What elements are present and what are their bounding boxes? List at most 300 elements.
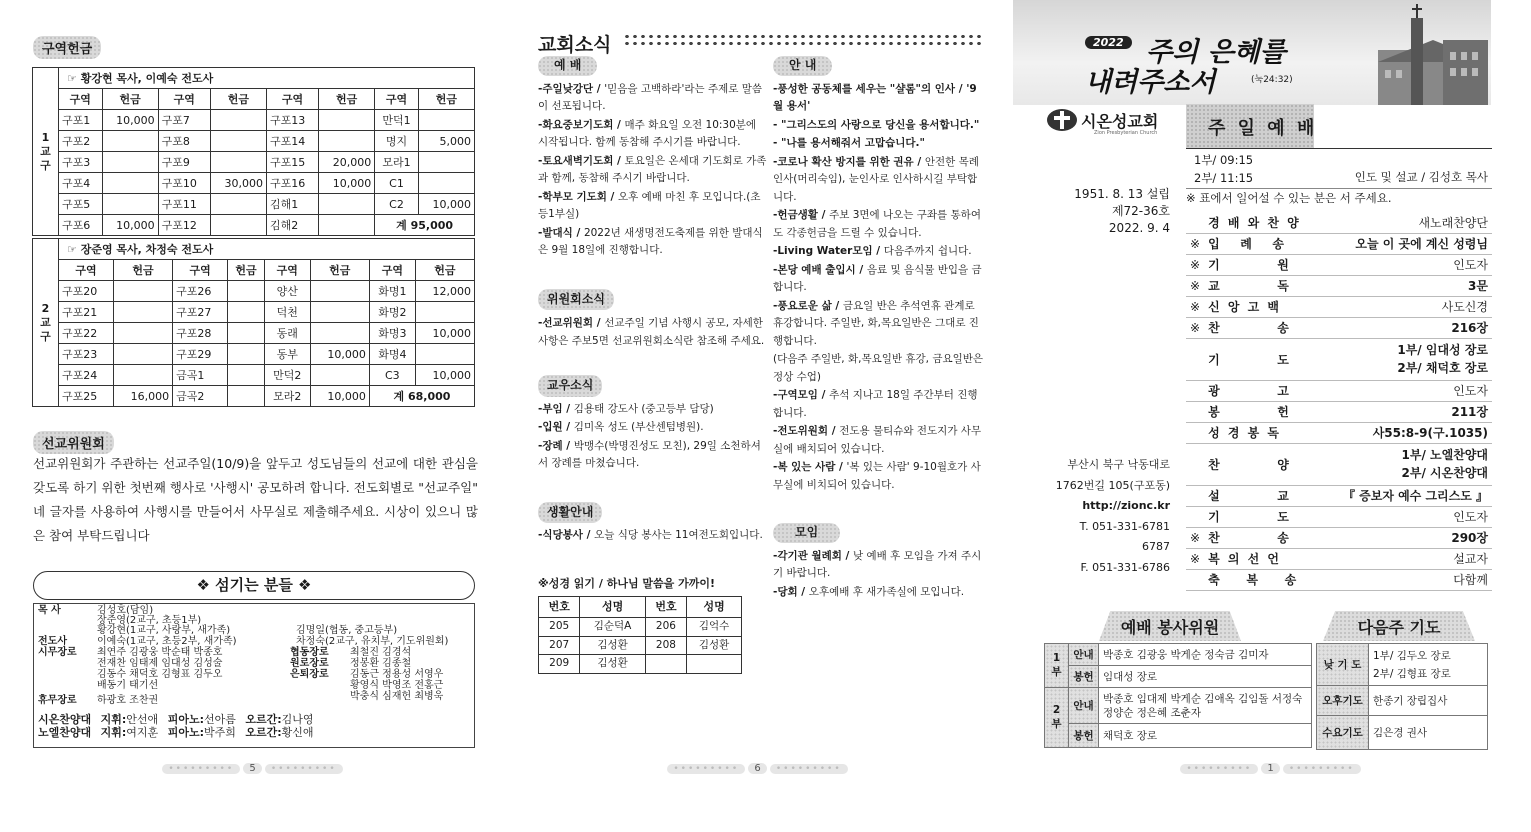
mission-title: 선교위원회 xyxy=(33,431,114,454)
worship-title: 예 배 xyxy=(538,56,597,76)
reading-cell: 207 xyxy=(539,636,580,655)
servant-role: 협동장로 xyxy=(290,647,329,658)
service-leader: 인도 및 설교 / 김성호 목사 xyxy=(1354,170,1488,184)
news-item-head: -코로나 확산 방지를 위한 권유 / xyxy=(773,155,925,168)
founded: 1951. 8. 13 설립 xyxy=(1074,187,1170,201)
district-cell: C2 xyxy=(375,194,419,215)
amount-cell: 10,000 xyxy=(415,323,474,344)
prayer-value: 한종기 장립집사 xyxy=(1369,686,1488,716)
amount-cell xyxy=(319,131,375,152)
column-header: 구역 xyxy=(173,260,228,281)
group-side-label xyxy=(33,68,59,236)
district-cell: 모라1 xyxy=(375,152,419,173)
reading-cell: 김억수 xyxy=(687,618,742,637)
column-header: 헌금 xyxy=(113,260,172,281)
verse-ref: (눅24:32) xyxy=(1251,75,1293,85)
district-cell: 화명4 xyxy=(369,344,415,365)
offer-label: 봉헌 xyxy=(1069,666,1099,688)
stand-mark xyxy=(1186,485,1204,506)
servant-names: 이예숙(1교구, 초등2부, 새가족) xyxy=(97,636,237,647)
district-cell: 구포10 xyxy=(158,173,210,194)
prayer-value: 김은경 권사 xyxy=(1369,716,1488,750)
order-label: 찬 송 xyxy=(1208,531,1291,545)
amount-cell: 20,000 xyxy=(319,152,375,173)
column-header: 헌금 xyxy=(310,260,369,281)
column-header: 구역 xyxy=(158,89,210,110)
amount-cell: 10,000 xyxy=(418,194,474,215)
table-row xyxy=(33,152,475,173)
news-item-text: 다음주까지 쉽니다. xyxy=(883,245,972,257)
prayer-value: 1부/ 김두오 장로 2부/ 김형표 장로 xyxy=(1369,644,1488,686)
servant-names: 최철진 김경석 xyxy=(350,647,412,658)
offering-column-row xyxy=(33,260,475,281)
district-cell: 구포23 xyxy=(59,344,114,365)
group-side-char: 2 xyxy=(41,301,50,315)
servant-role: 목 사 xyxy=(38,605,61,616)
column-header: 구역 xyxy=(264,260,310,281)
district-cell: 김해2 xyxy=(266,215,318,236)
choir-label: 지휘: xyxy=(100,726,127,739)
reading-cell xyxy=(645,655,686,674)
group-side-char: 교 xyxy=(40,144,51,158)
news-item-head: -토요새벽기도회 / xyxy=(538,154,625,167)
choir-label: 피아노: xyxy=(167,726,204,739)
amount-cell xyxy=(418,110,474,131)
reading-title: ※성경 읽기 / 하나님 말씀을 가까이! xyxy=(538,576,716,590)
life-list xyxy=(538,527,768,545)
news-item-text: 전도용 물티슈와 전도지가 사무실에 배치되어 있습니다. xyxy=(773,425,982,455)
amount-cell: 10,000 xyxy=(102,110,158,131)
order-row xyxy=(1186,275,1492,296)
news-item xyxy=(538,225,768,260)
column-header: 헌금 xyxy=(418,89,474,110)
column-header: 성명 xyxy=(687,597,742,618)
district-cell: 구포14 xyxy=(266,131,318,152)
order-value: 1부/ 노엘찬양대 2부/ 시온찬양대 xyxy=(1401,448,1488,480)
news-item xyxy=(538,438,768,473)
servant-role: 은퇴장로 xyxy=(290,669,329,680)
issue-number: 제72-36호 xyxy=(1111,204,1170,218)
order-label: 기 원 xyxy=(1208,258,1291,272)
order-value: 설교자 xyxy=(1453,552,1488,566)
amount-cell xyxy=(113,302,172,323)
district-cell: 화명3 xyxy=(369,323,415,344)
stand-mark: ※ xyxy=(1190,236,1201,251)
servant-names: 김성호(담임) xyxy=(97,605,154,616)
district-cell: 구포9 xyxy=(158,152,210,173)
part-2-label: 2부 xyxy=(1045,688,1069,748)
servant-names: 정봉환 김종철 xyxy=(350,658,412,669)
choir-name: 시온찬양대 xyxy=(38,713,92,726)
amount-cell xyxy=(113,323,172,344)
news-item-text: 낮 예배 후 모임을 가져 주시기 바랍니다. xyxy=(773,549,982,579)
order-row xyxy=(1186,485,1492,506)
notice-list xyxy=(773,81,985,495)
page-number: ••••••••• 1 ••••••••• xyxy=(1010,763,1531,774)
news-item xyxy=(773,298,985,351)
column-header: 번호 xyxy=(539,597,580,618)
order-row xyxy=(1186,401,1492,422)
news-item-head: -헌금생활 / xyxy=(773,209,830,221)
reading-table xyxy=(538,596,742,674)
news-item-text: 2022년 새생명전도축제를 위한 발대식은 9월 18일에 진행합니다. xyxy=(538,226,763,256)
order-label: 찬 송 xyxy=(1208,321,1291,335)
servant-names: 배동기 태기선 xyxy=(97,680,159,691)
order-label: 봉 헌 xyxy=(1208,405,1291,419)
table-row xyxy=(33,302,475,323)
news-item xyxy=(538,315,768,350)
news-item-head: -Living Water모임 / xyxy=(773,245,884,257)
table-row xyxy=(539,636,742,655)
amount-cell xyxy=(319,215,375,236)
news-item xyxy=(773,243,985,261)
column-header: 헌금 xyxy=(102,89,158,110)
news-item-text: 금요일 반은 추석연휴 관계로 휴강합니다. 주일반, 화,목요일반은 그대로 진행합니다. xyxy=(773,299,979,347)
order-label: 축 복 송 xyxy=(1208,573,1299,587)
stand-mark xyxy=(1186,443,1204,485)
servant-names: 하광호 조찬권 xyxy=(97,695,159,706)
prayer-title: 다음주 기도 xyxy=(1357,618,1441,637)
stand-mark xyxy=(1186,401,1204,422)
address-2: 1762번길 105(구포동) xyxy=(1055,478,1170,492)
servant-names: 차정숙(2교구, 유치부, 기도위원회) xyxy=(296,636,449,647)
news-item xyxy=(773,135,985,153)
order-value: 인도자 xyxy=(1453,384,1488,398)
news-item-head: -풍요로운 삶 / xyxy=(773,299,843,312)
notice-title: 안 내 xyxy=(773,56,832,76)
column-header: 헌금 xyxy=(210,89,266,110)
part-2-guide: 박종호 임대제 박게순 김애옥 김임돌 서정숙 정양순 정은혜 조춘자 xyxy=(1099,688,1312,724)
stand-mark xyxy=(1186,569,1204,590)
table-row xyxy=(33,173,475,194)
cross-logo-icon xyxy=(1046,108,1078,132)
district-cell: 구포25 xyxy=(59,386,114,407)
amount-cell xyxy=(102,131,158,152)
stand-mark: ※ xyxy=(1190,320,1201,335)
table-row xyxy=(33,323,475,344)
order-row xyxy=(1186,422,1492,443)
order-label: 복 의 선 언 xyxy=(1208,552,1281,566)
worship-list xyxy=(538,81,768,260)
service-title: 주 일 예 배 xyxy=(1208,118,1318,139)
news-item-text: 선교주일 기념 사행시 공모, 자세한 사항은 주보5면 선교위원회소식란 참조해 주세요. xyxy=(538,317,765,347)
table-row xyxy=(33,194,475,215)
news-item-head: -발대식 / xyxy=(538,226,584,239)
district-cell: 구포7 xyxy=(158,110,210,131)
offering-header-row xyxy=(33,239,475,260)
order-value: 인도자 xyxy=(1453,258,1488,272)
district-cell: 구포15 xyxy=(266,152,318,173)
news-item xyxy=(773,81,985,116)
district-cell: 구포29 xyxy=(173,344,228,365)
page-6 xyxy=(505,0,1010,832)
news-item-text: 안전한 목례인사(머리숙임), 눈인사로 인사하시길 부탁합니다. xyxy=(773,155,979,203)
news-item xyxy=(538,81,768,116)
news-item-head: - "나를 용서해줘서 고맙습니다." xyxy=(773,137,925,149)
news-item-head: -식당봉사 / xyxy=(538,529,595,541)
district-cell: 김해1 xyxy=(266,194,318,215)
page-1 xyxy=(1010,0,1531,832)
offering-header-row xyxy=(33,68,475,89)
service-header xyxy=(1186,104,1318,148)
choir-1 xyxy=(38,715,314,726)
news-title: 교회소식 xyxy=(538,34,612,56)
news-item-text: 김미옥 성도 (부산센텀병원). xyxy=(573,421,704,433)
amount-cell xyxy=(102,194,158,215)
amount-cell xyxy=(319,194,375,215)
order-row xyxy=(1186,212,1492,233)
servant-role: 휴무장로 xyxy=(38,695,77,706)
order-value: 새노래찬양단 xyxy=(1418,215,1488,230)
order-row xyxy=(1186,506,1492,527)
news-item-head: - "그리스도의 사랑으로 당신을 용서합니다." xyxy=(773,118,980,131)
amount-cell xyxy=(113,344,172,365)
news-item-text: '복 있는 사람' 9-10월호가 사무실에 비치되어 있습니다. xyxy=(773,461,981,491)
church-issue xyxy=(1030,186,1170,237)
news-item-text: 오후예배 후 새가족실에 모입니다. xyxy=(808,585,965,598)
stand-mark xyxy=(1186,380,1204,401)
news-item xyxy=(538,189,768,224)
news-item-head: -전도위원회 / xyxy=(773,425,840,437)
order-row xyxy=(1186,527,1492,548)
news-item-head: -각기관 월례회 / xyxy=(773,549,854,562)
district-cell: 구포22 xyxy=(59,323,114,344)
news-item-text: 김용태 강도사 (중고등부 담당) xyxy=(573,402,714,415)
news-item xyxy=(773,207,985,242)
service-time-2: 2부/ 11:15 xyxy=(1194,171,1254,185)
reading-cell: 김순덕A xyxy=(580,618,645,637)
amount-cell xyxy=(228,365,265,386)
reading-cell: 208 xyxy=(645,636,686,655)
order-label: 찬 양 xyxy=(1208,457,1291,472)
amount-cell xyxy=(210,194,266,215)
table-row xyxy=(33,344,475,365)
news-item-text: 주보 3면에 나오는 구좌를 통하여도 각종헌금을 드릴 수 있습니다. xyxy=(773,209,981,239)
order-row xyxy=(1186,254,1492,275)
news-item-text: 음료 및 음식물 반입을 금합니다. xyxy=(773,263,982,293)
news-item-text: 오후 예배 마친 후 모입니다.(초등1부실) xyxy=(538,190,761,220)
reading-cell: 206 xyxy=(645,618,686,637)
district-cell: 모라2 xyxy=(264,386,310,407)
stand-mark xyxy=(1186,422,1204,443)
church-contact xyxy=(1030,455,1170,578)
district-cell: 구포4 xyxy=(59,173,103,194)
amount-cell xyxy=(228,281,265,302)
table-row xyxy=(33,110,475,131)
column-header: 구역 xyxy=(266,89,318,110)
servants-box xyxy=(33,603,475,748)
choir-label: 피아노: xyxy=(167,713,204,726)
order-label: 기 도 xyxy=(1208,510,1291,524)
church-eng: Zion Presbyterian Church xyxy=(1094,130,1158,136)
amount-cell: 30,000 xyxy=(210,173,266,194)
choir-conductor: 안선애 xyxy=(126,713,159,726)
news-item-text: '믿음을 고백하라'라는 주제로 말씀이 선포됩니다. xyxy=(538,82,763,112)
order-value: 『 증보자 예수 그리스도 』 xyxy=(1342,489,1488,503)
news-item xyxy=(773,154,985,207)
news-item-text: (다음주 주일반, 화,목요일반 휴강, 금요일반은 정상 수업) xyxy=(773,353,984,383)
order-value: 3문 xyxy=(1468,279,1488,293)
committee-title: 위원회소식 xyxy=(538,289,614,311)
church-name: 시온성교회 xyxy=(1081,112,1159,131)
order-value: 인도자 xyxy=(1453,510,1488,524)
reading-cell: 김성환 xyxy=(580,636,645,655)
column-header: 헌금 xyxy=(415,260,474,281)
order-row xyxy=(1186,338,1492,380)
reading-cell: 205 xyxy=(539,618,580,637)
choir-piano: 박주희 xyxy=(203,726,236,739)
district-cell: 구포12 xyxy=(158,215,210,236)
order-row xyxy=(1186,380,1492,401)
website-link[interactable]: http://zionc.kr xyxy=(1082,499,1170,512)
column-header: 헌금 xyxy=(228,260,265,281)
offer-label: 봉헌 xyxy=(1069,724,1099,748)
amount-cell: 12,000 xyxy=(415,281,474,302)
news-item xyxy=(538,527,768,545)
group-side-char: 구 xyxy=(40,158,51,172)
order-label: 입 례 송 xyxy=(1208,237,1286,251)
amount-cell xyxy=(310,365,369,386)
title-line-2: 내려주소서 xyxy=(1085,67,1216,98)
news-item-head: -선교위원회 / xyxy=(538,317,605,329)
news-item-head: -장례 / xyxy=(538,439,574,452)
amount-cell xyxy=(228,302,265,323)
amount-cell: 10,000 xyxy=(310,386,369,407)
header-banner xyxy=(1013,0,1491,105)
page-number-text: 1 xyxy=(1261,763,1279,774)
column-header: 구역 xyxy=(369,260,415,281)
column-header: 헌금 xyxy=(319,89,375,110)
news-left-column xyxy=(538,56,768,674)
part-1-guide: 박종호 김광웅 박게순 정숙금 김미자 xyxy=(1099,644,1312,666)
part-1-label: 1부 xyxy=(1045,644,1069,688)
volunteer-table xyxy=(1044,643,1312,748)
news-item-head: -구역모임 / xyxy=(773,389,830,401)
amount-cell: 10,000 xyxy=(319,173,375,194)
column-header: 구역 xyxy=(59,260,114,281)
order-label: 교 독 xyxy=(1208,279,1291,293)
district-cell: 만덕2 xyxy=(264,365,310,386)
news-item-head: -화요중보기도회 / xyxy=(538,118,625,131)
news-item-head: -학부모 기도회 / xyxy=(538,190,619,203)
district-cell: 화명1 xyxy=(369,281,415,302)
district-cell: 구포21 xyxy=(59,302,114,323)
part-2-offer: 채덕호 장로 xyxy=(1099,724,1312,748)
news-item-head: -주일낮강단 / xyxy=(538,82,605,95)
page-number: ••••••••• 6 ••••••••• xyxy=(505,763,1010,774)
order-row xyxy=(1186,443,1492,485)
news-item xyxy=(773,262,985,297)
order-label: 기 도 xyxy=(1208,352,1291,367)
servant-names: 장준영(2교구, 초등1부) xyxy=(97,615,202,626)
news-item xyxy=(773,459,985,494)
offering-table-1 xyxy=(32,67,475,236)
stand-mark: ※ xyxy=(1190,257,1201,272)
district-cell: 동부 xyxy=(264,344,310,365)
prayer-label: 낮 기 도 xyxy=(1317,644,1369,686)
amount-cell xyxy=(415,344,474,365)
table-row xyxy=(33,131,475,152)
order-row xyxy=(1186,317,1492,338)
address-1: 부산시 북구 낙동대로 xyxy=(1067,458,1170,471)
guide-label: 안내 xyxy=(1069,688,1099,724)
order-label: 신 앙 고 백 xyxy=(1208,300,1281,314)
district-cell: 구포8 xyxy=(158,131,210,152)
news-item xyxy=(773,387,985,422)
order-row xyxy=(1186,548,1492,569)
telephone-2: 6787 xyxy=(1142,540,1170,553)
news-item xyxy=(538,153,768,188)
amount-cell xyxy=(418,173,474,194)
order-value: 사도신경 xyxy=(1441,300,1488,314)
news-item-head: -입원 / xyxy=(538,421,574,433)
district-cell: 구포24 xyxy=(59,365,114,386)
news-item xyxy=(773,351,985,386)
telephone: T. 051-331-6781 xyxy=(1079,519,1170,533)
choir-label: 지휘: xyxy=(100,713,127,726)
amount-cell xyxy=(113,281,172,302)
column-header: 번호 xyxy=(645,597,686,618)
stand-mark xyxy=(1186,338,1204,380)
district-cell: 양산 xyxy=(264,281,310,302)
district-cell: 구포3 xyxy=(59,152,103,173)
amount-cell xyxy=(102,173,158,194)
servant-role: 시무장로 xyxy=(38,647,77,658)
group-side-label xyxy=(33,239,59,407)
order-value: 다함께 xyxy=(1453,573,1488,587)
group-pastor-header: ☞ 황강현 목사, 이예숙 전도사 xyxy=(59,68,475,89)
stand-note: ※ 표에서 일어설 수 있는 분은 서 주세요. xyxy=(1186,191,1392,205)
offering-table-2 xyxy=(32,238,475,407)
volunteer-title: 예배 봉사위원 xyxy=(1120,618,1220,637)
amount-cell: 10,000 xyxy=(102,215,158,236)
group-side-char: 1 xyxy=(41,130,50,144)
title-line-1: 주의 은혜를 xyxy=(1146,37,1286,68)
news-item xyxy=(538,401,768,419)
reading-cell: 김성환 xyxy=(580,655,645,674)
order-label: 광 고 xyxy=(1208,384,1291,398)
order-row xyxy=(1186,296,1492,317)
servant-role: 원로장로 xyxy=(290,658,329,669)
order-value: 1부/ 임대성 장로 2부/ 채덕호 장로 xyxy=(1397,343,1488,375)
choir-label: 오르간: xyxy=(245,726,282,739)
members-title: 교우소식 xyxy=(538,375,602,397)
choir-label: 오르간: xyxy=(245,713,282,726)
amount-cell xyxy=(210,152,266,173)
reading-cell xyxy=(687,655,742,674)
news-item xyxy=(538,117,768,152)
stand-mark xyxy=(1186,506,1204,527)
page-5 xyxy=(0,0,505,832)
district-cell: 덕천 xyxy=(264,302,310,323)
column-header: 구역 xyxy=(59,89,103,110)
amount-cell xyxy=(319,110,375,131)
news-item-text: 토요일은 온세대 기도회로 가족과 함께, 동참해 주시기 바랍니다. xyxy=(538,154,767,184)
district-cell: 구포5 xyxy=(59,194,103,215)
issue-date: 2022. 9. 4 xyxy=(1108,221,1170,235)
worship-order-table xyxy=(1186,212,1492,591)
servant-names: 황강현(1교구, 사랑부, 새가족) xyxy=(97,625,231,636)
meeting-list xyxy=(773,548,985,602)
order-value: 211장 xyxy=(1451,405,1488,419)
district-cell: C3 xyxy=(369,365,415,386)
district-cell: 구포26 xyxy=(173,281,228,302)
district-cell: 구포27 xyxy=(173,302,228,323)
district-cell: 구포1 xyxy=(59,110,103,131)
amount-cell xyxy=(210,215,266,236)
district-cell: C1 xyxy=(375,173,419,194)
choir-name: 노엘찬양대 xyxy=(38,726,92,739)
